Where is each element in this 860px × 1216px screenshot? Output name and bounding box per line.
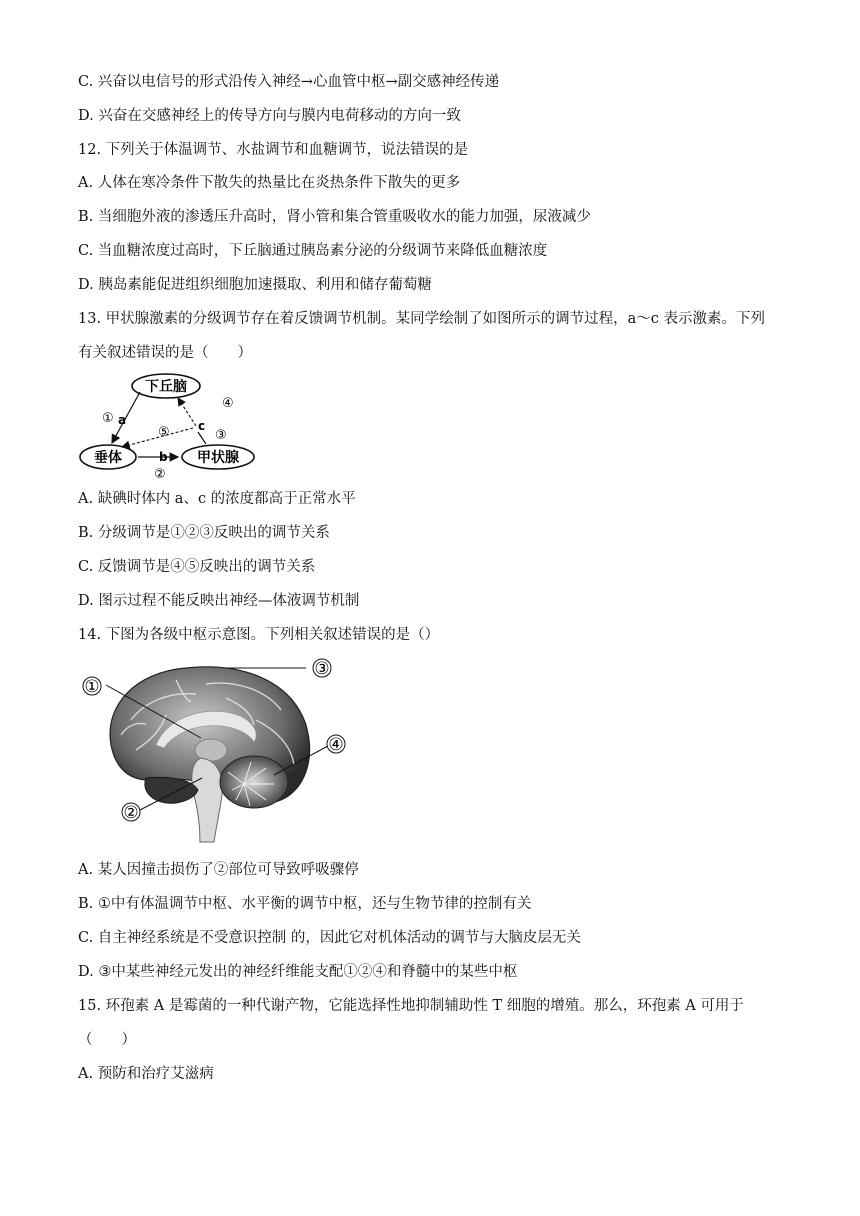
arrow-3 <box>198 432 206 444</box>
q14-option-a: A. 某人因撞击损伤了②部位可导致呼吸骤停 <box>78 862 359 878</box>
label-c: c <box>198 419 206 433</box>
q12-option-b: B. 当细胞外液的渗透压升高时，肾小管和集合管重吸收水的能力加强，尿液减少 <box>78 209 591 225</box>
cerebellum <box>220 756 288 808</box>
label-n3: ③ <box>215 428 227 443</box>
q13-option-b: B. 分级调节是①②③反映出的调节关系 <box>78 525 330 541</box>
pituitary-label: 垂体 <box>94 450 122 466</box>
brain-diagram <box>76 650 346 850</box>
label-b: b <box>159 450 168 464</box>
brain-label-4: ④ <box>328 735 344 755</box>
label-n2: ② <box>154 467 166 482</box>
q14-stem: 14. 下图为各级中枢示意图。下列相关叙述错误的是（） <box>78 627 440 643</box>
diencephalon <box>195 739 227 761</box>
temporal-lobe <box>145 777 198 803</box>
q15-stem-line2: （ ） <box>78 1032 136 1048</box>
q12-option-a: A. 人体在寒冷条件下散失的热量比在炎热条件下散失的更多 <box>78 175 461 191</box>
q12-option-c: C. 当血糖浓度过高时，下丘脑通过胰岛素分泌的分级调节来降低血糖浓度 <box>78 243 548 259</box>
thyroid-label: 甲状腺 <box>197 450 239 466</box>
label-n5: ⑤ <box>158 425 170 440</box>
q13-option-a: A. 缺碘时体内 a、c 的浓度都高于正常水平 <box>78 491 356 507</box>
q13-option-c: C. 反馈调节是④⑤反映出的调节关系 <box>78 559 316 575</box>
brain-label-1: ① <box>84 677 100 697</box>
q13-stem-line2: 有关叙述错误的是（ ） <box>78 345 252 361</box>
brain-label-2: ② <box>123 803 139 823</box>
q11-option-d: D. 兴奋在交感神经上的传导方向与膜内电荷移动的方向一致 <box>78 108 461 124</box>
q13-option-d: D. 图示过程不能反映出神经—体液调节机制 <box>78 593 360 609</box>
q11-option-c: C. 兴奋以电信号的形式沿传入神经→心血管中枢→副交感神经传递 <box>78 74 500 90</box>
label-a: a <box>118 413 127 427</box>
hypothalamus-label: 下丘脑 <box>145 379 187 395</box>
hormone-regulation-diagram <box>78 372 258 482</box>
label-n1: ① <box>102 411 114 426</box>
q12-stem: 12. 下列关于体温调节、水盐调节和血糖调节，说法错误的是 <box>78 142 469 158</box>
q14-option-d: D. ③中某些神经元发出的神经纤维能支配①②④和脊髓中的某些中枢 <box>78 964 518 980</box>
label-n4: ④ <box>222 396 234 411</box>
arrow-4-dashed <box>178 398 196 426</box>
q15-stem-line1: 15. 环孢素 A 是霉菌的一种代谢产物，它能选择性地抑制辅助性 T 细胞的增殖。那么，环孢素 A 可用于 <box>78 998 744 1014</box>
q15-option-a: A. 预防和治疗艾滋病 <box>78 1066 214 1082</box>
q14-option-c: C. 自主神经系统是不受意识控制 的，因此它对机体活动的调节与大脑皮层无关 <box>78 930 581 946</box>
q14-option-b: B. ①中有体温调节中枢、水平衡的调节中枢，还与生物节律的控制有关 <box>78 896 532 912</box>
q13-stem-line1: 13. 甲状腺激素的分级调节存在着反馈调节机制。某同学绘制了如图所示的调节过程，a～c 表示激素。下列 <box>78 311 766 327</box>
brainstem <box>192 758 222 842</box>
brain-label-3: ③ <box>314 659 330 679</box>
q12-option-d: D. 胰岛素能促进组织细胞加速摄取、利用和储存葡萄糖 <box>78 277 432 293</box>
